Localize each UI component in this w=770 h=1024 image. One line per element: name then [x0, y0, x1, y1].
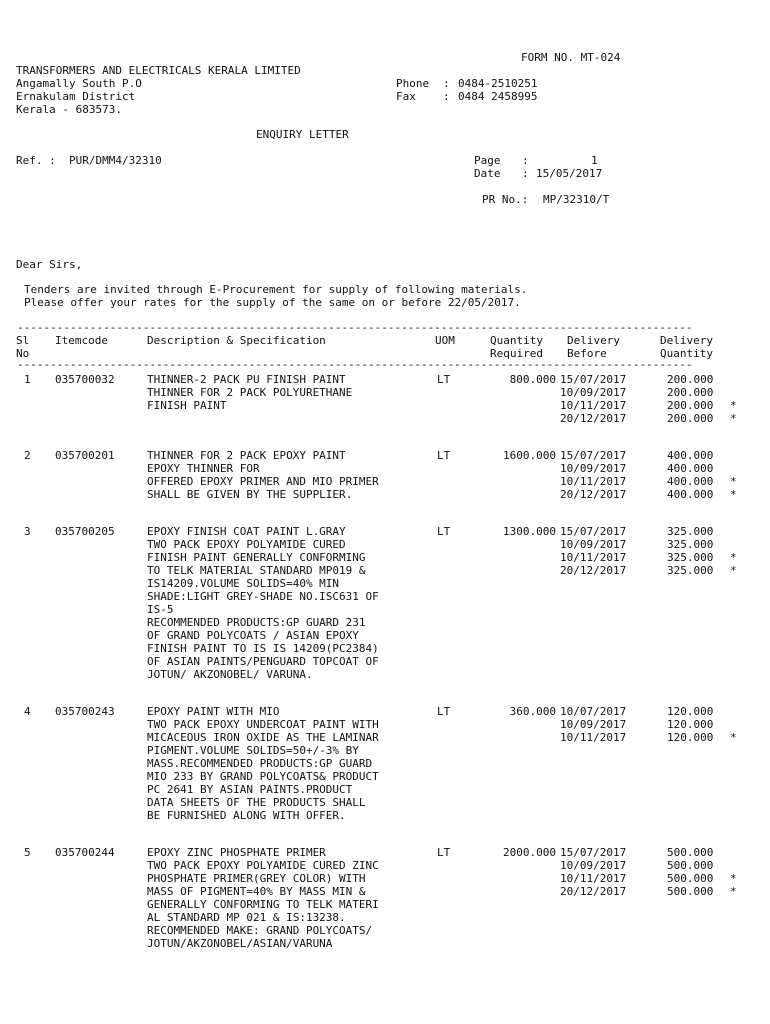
row-sl-no: 3 [24, 525, 31, 538]
address-line-2: Ernakulam District [16, 90, 136, 103]
row-delivery-qty: 325.000 [667, 564, 714, 577]
row-delivery-date: 20/12/2017 [560, 412, 627, 425]
pr-number: MP/32310/T [543, 193, 610, 206]
row-sl-no: 2 [24, 449, 31, 462]
fax-number: 0484 2458995 [458, 90, 538, 103]
address-line-3: Kerala - 683573. [16, 103, 122, 116]
row-description-line: THINNER-2 PACK PU FINISH PAINT [147, 373, 346, 386]
date-label: Date [474, 167, 501, 180]
row-itemcode: 035700201 [55, 449, 115, 462]
header-description: Description & Specification [147, 334, 326, 347]
intro-line-1: Tenders are invited through E-Procurement for supply of following materials. [24, 283, 528, 296]
salutation: Dear Sirs, [16, 258, 83, 271]
row-description-line: THINNER FOR 2 PACK EPOXY PAINT [147, 449, 346, 462]
row-delivery-mark: * [730, 399, 737, 412]
row-delivery-qty: 200.000 [667, 412, 714, 425]
row-quantity: 1600.000 [503, 449, 556, 462]
phone-number: 0484-2510251 [458, 77, 538, 90]
document-title: ENQUIRY LETTER [256, 128, 349, 141]
header-delivery: Delivery [567, 334, 620, 347]
row-description-line: IS14209.VOLUME SOLIDS=40% MIN [147, 577, 340, 590]
row-delivery-date: 10/09/2017 [560, 386, 627, 399]
row-uom: LT [437, 373, 451, 386]
row-delivery-mark: * [730, 885, 737, 898]
header-quantity: Quantity [490, 334, 543, 347]
row-delivery-mark: * [730, 412, 737, 425]
row-description-line: EPOXY PAINT WITH MIO [147, 705, 280, 718]
ref-number: PUR/DMM4/32310 [69, 154, 162, 167]
row-delivery-mark: * [730, 872, 737, 885]
header-uom: UOM [435, 334, 455, 347]
row-uom: LT [437, 705, 451, 718]
row-description-line: FINISH PAINT GENERALLY CONFORMING [147, 551, 366, 564]
row-delivery-date: 15/07/2017 [560, 846, 627, 859]
row-uom: LT [437, 449, 451, 462]
ref-label: Ref. : [16, 154, 56, 167]
row-description-line: OF GRAND POLYCOATS / ASIAN EPOXY [147, 629, 359, 642]
fax-label: Fax [396, 90, 416, 103]
row-itemcode: 035700243 [55, 705, 115, 718]
row-delivery-mark: * [730, 475, 737, 488]
row-sl-no: 4 [24, 705, 31, 718]
row-description-line: MASS.RECOMMENDED PRODUCTS:GP GUARD [147, 757, 373, 770]
row-sl-no: 1 [24, 373, 31, 386]
row-delivery-qty: 200.000 [667, 373, 714, 386]
form-number: FORM NO. MT-024 [521, 51, 621, 64]
row-itemcode: 035700244 [55, 846, 115, 859]
date-colon: : [522, 167, 529, 180]
row-description-line: FINISH PAINT [147, 399, 227, 412]
row-quantity: 800.000 [509, 373, 556, 386]
page-colon: : [522, 154, 529, 167]
row-uom: LT [437, 525, 451, 538]
row-delivery-date: 10/07/2017 [560, 705, 627, 718]
row-delivery-qty: 500.000 [667, 872, 714, 885]
row-delivery-date: 10/11/2017 [560, 399, 627, 412]
row-description-line: JOTUN/AKZONOBEL/ASIAN/VARUNA [147, 937, 333, 950]
row-description-line: PIGMENT.VOLUME SOLIDS=50+/-3% BY [147, 744, 359, 757]
row-delivery-date: 10/09/2017 [560, 462, 627, 475]
row-description-line: SHALL BE GIVEN BY THE SUPPLIER. [147, 488, 353, 501]
row-delivery-qty: 200.000 [667, 399, 714, 412]
row-description-line: OF ASIAN PAINTS/PENGUARD TOPCOAT OF [147, 655, 379, 668]
row-description-line: OFFERED EPOXY PRIMER AND MIO PRIMER [147, 475, 379, 488]
row-description-line: JOTUN/ AKZONOBEL/ VARUNA. [147, 668, 313, 681]
row-delivery-mark: * [730, 488, 737, 501]
row-description-line: THINNER FOR 2 PACK POLYURETHANE [147, 386, 353, 399]
row-delivery-date: 20/12/2017 [560, 885, 627, 898]
row-description-line: PC 2641 BY ASIAN PAINTS.PRODUCT [147, 783, 353, 796]
date-value: 15/05/2017 [536, 167, 603, 180]
company-name: TRANSFORMERS AND ELECTRICALS KERALA LIMITED [16, 64, 301, 77]
header-quantity-2: Quantity [660, 347, 713, 360]
row-description-line: TWO PACK EPOXY POLYAMIDE CURED [147, 538, 346, 551]
row-delivery-mark: * [730, 731, 737, 744]
row-delivery-mark: * [730, 564, 737, 577]
header-sl: Sl [16, 334, 30, 347]
row-itemcode: 035700032 [55, 373, 115, 386]
row-delivery-qty: 500.000 [667, 885, 714, 898]
row-delivery-date: 10/11/2017 [560, 551, 627, 564]
row-quantity: 2000.000 [503, 846, 556, 859]
row-delivery-date: 15/07/2017 [560, 525, 627, 538]
row-description-line: AL STANDARD MP 021 & IS:13238. [147, 911, 346, 924]
row-delivery-qty: 500.000 [667, 859, 714, 872]
header-itemcode: Itemcode [55, 334, 108, 347]
row-description-line: MASS OF PIGMENT=40% BY MASS MIN & [147, 885, 366, 898]
row-delivery-date: 10/09/2017 [560, 859, 627, 872]
page-number: 1 [591, 154, 598, 167]
row-description-line: SHADE:LIGHT GREY-SHADE NO.ISC631 OF [147, 590, 379, 603]
row-description-line: BE FURNISHED ALONG WITH OFFER. [147, 809, 346, 822]
row-description-line: MICACEOUS IRON OXIDE AS THE LAMINAR [147, 731, 379, 744]
row-itemcode: 035700205 [55, 525, 115, 538]
row-description-line: PHOSPHATE PRIMER(GREY COLOR) WITH [147, 872, 366, 885]
pr-label: PR No.: [482, 193, 529, 206]
address-line-1: Angamally South P.O [16, 77, 142, 90]
row-delivery-date: 10/11/2017 [560, 731, 627, 744]
row-delivery-date: 10/09/2017 [560, 538, 627, 551]
row-description-line: DATA SHEETS OF THE PRODUCTS SHALL [147, 796, 366, 809]
page-label: Page [474, 154, 501, 167]
row-quantity: 360.000 [509, 705, 556, 718]
row-delivery-date: 15/07/2017 [560, 373, 627, 386]
row-delivery-qty: 120.000 [667, 718, 714, 731]
fax-colon: : [443, 90, 450, 103]
row-delivery-qty: 325.000 [667, 525, 714, 538]
row-delivery-date: 20/12/2017 [560, 488, 627, 501]
row-description-line: MIO 233 BY GRAND POLYCOATS& PRODUCT [147, 770, 379, 783]
row-delivery-date: 10/09/2017 [560, 718, 627, 731]
row-delivery-mark: * [730, 551, 737, 564]
row-delivery-qty: 200.000 [667, 386, 714, 399]
row-description-line: TO TELK MATERIAL STANDARD MP019 & [147, 564, 366, 577]
row-description-line: EPOXY ZINC PHOSPHATE PRIMER [147, 846, 326, 859]
row-delivery-qty: 500.000 [667, 846, 714, 859]
row-quantity: 1300.000 [503, 525, 556, 538]
row-delivery-date: 10/11/2017 [560, 872, 627, 885]
row-sl-no: 5 [24, 846, 31, 859]
row-description-line: TWO PACK EPOXY POLYAMIDE CURED ZINC [147, 859, 379, 872]
row-delivery-qty: 400.000 [667, 462, 714, 475]
header-required: Required [490, 347, 543, 360]
row-delivery-date: 20/12/2017 [560, 564, 627, 577]
table-top-rule: ------------------------------------------------------------------------------------------------------ [17, 321, 693, 334]
table-header-rule: ------------------------------------------------------------------------------------------------------ [17, 358, 693, 371]
row-description-line: FINISH PAINT TO IS IS 14209(PC2384) [147, 642, 379, 655]
row-delivery-qty: 400.000 [667, 449, 714, 462]
intro-line-2: Please offer your rates for the supply of the same on or before 22/05/2017. [24, 296, 521, 309]
row-delivery-qty: 325.000 [667, 551, 714, 564]
row-description-line: EPOXY THINNER FOR [147, 462, 260, 475]
row-description-line: TWO PACK EPOXY UNDERCOAT PAINT WITH [147, 718, 379, 731]
row-delivery-qty: 120.000 [667, 731, 714, 744]
header-delivery-qty: Delivery [660, 334, 713, 347]
row-description-line: GENERALLY CONFORMING TO TELK MATERI [147, 898, 379, 911]
row-description-line: RECOMMENDED MAKE: GRAND POLYCOATS/ [147, 924, 373, 937]
phone-colon: : [443, 77, 450, 90]
row-description-line: IS-5 [147, 603, 174, 616]
row-uom: LT [437, 846, 451, 859]
phone-label: Phone [396, 77, 430, 90]
row-delivery-qty: 400.000 [667, 475, 714, 488]
row-description-line: EPOXY FINISH COAT PAINT L.GRAY [147, 525, 346, 538]
row-delivery-qty: 120.000 [667, 705, 714, 718]
row-delivery-qty: 400.000 [667, 488, 714, 501]
header-no: No [16, 347, 30, 360]
header-before: Before [567, 347, 607, 360]
row-delivery-date: 15/07/2017 [560, 449, 627, 462]
row-description-line: RECOMMENDED PRODUCTS:GP GUARD 231 [147, 616, 366, 629]
row-delivery-date: 10/11/2017 [560, 475, 627, 488]
row-delivery-qty: 325.000 [667, 538, 714, 551]
